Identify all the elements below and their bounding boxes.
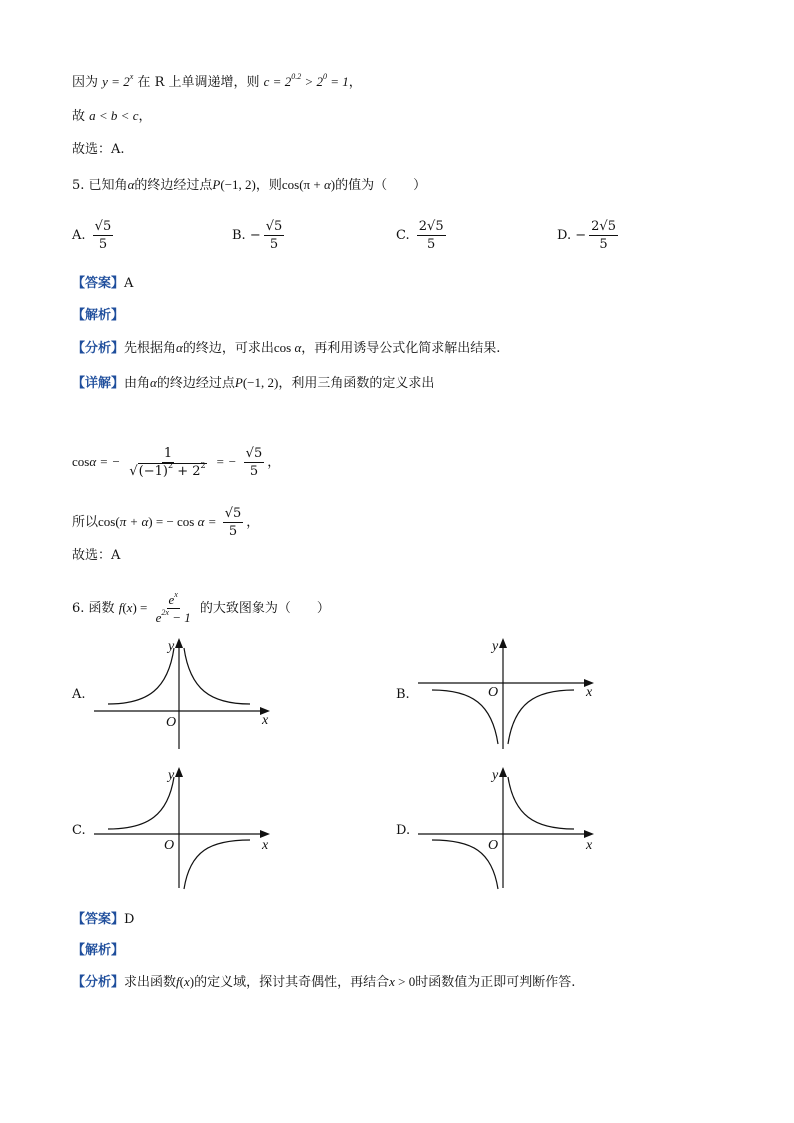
formula-abc-order: a < b < c <box>89 108 139 123</box>
fraction: $\frac{√5}{5}$ <box>245 446 263 479</box>
q6-graph-a[interactable] <box>88 634 288 754</box>
q5-choice: 故选：A <box>72 548 121 563</box>
solution-line-monotonic: 因为 $y = 2^x$ 在 R 上单调递增，则 $c = 2^{0.2} > 2^0 = 1$， <box>72 72 362 90</box>
q6-graph-b[interactable] <box>412 634 612 754</box>
svg-text:O: O <box>164 838 175 853</box>
svg-text:O: O <box>488 838 499 853</box>
formula-f-x: f(x) = <box>118 600 151 615</box>
svg-text:x: x <box>586 685 593 700</box>
formula-y-2x: $y = 2^x$ <box>102 72 134 89</box>
formula-c-compare: $c = 2^{0.2} > 2^0 = 1$ <box>263 72 349 89</box>
q5-answer: 【答案】A <box>72 276 134 291</box>
q5-analysis-heading: 【解析】 <box>72 308 125 323</box>
question-5-stem: 5. 已知角α的终边经过点P(−1, 2)，则cos(π + α)的值为（ ） <box>72 177 427 193</box>
q6-fenxi: 【分析】求出函数f(x)的定义域，探讨其奇偶性，再结合x > 0时函数值为正即可判断作答. <box>72 974 576 990</box>
q5-equation-result: 所以cos(π + α) = − cos α = $\frac{√5}{5}$ ， <box>72 506 260 539</box>
svg-text:y: y <box>492 639 499 654</box>
q5-xiangjie: 【详解】由角α的终边经过点P(−1, 2)，利用三角函数的定义求出 <box>72 375 435 391</box>
fraction: $\frac{√5}{5}$ <box>94 219 112 252</box>
svg-text:O: O <box>166 715 177 730</box>
q6-option-c-label[interactable]: C. <box>72 823 86 838</box>
fraction: $\frac{2√5}{5}$ <box>591 219 616 252</box>
q6-graph-c[interactable] <box>88 763 288 893</box>
point-P: P(−1, 2) <box>212 177 256 192</box>
q6-option-d-label[interactable]: D. <box>396 823 411 838</box>
fraction: $\frac{e^x}{e^{2x} - 1}$ <box>155 590 191 625</box>
svg-text:y: y <box>168 768 175 783</box>
svg-text:x: x <box>262 838 269 853</box>
q6-option-a-label[interactable]: A. <box>72 687 86 702</box>
question-6-stem: 6. 函数 f(x) = $\frac{e^x}{e^{2x} - 1}$ 的大致图象为（ ） <box>72 590 330 625</box>
q5-option-a[interactable]: A. $\frac{√5}{5}$ <box>72 219 112 252</box>
q5-option-c[interactable]: C. $\frac{2√5}{5}$ <box>396 219 444 252</box>
svg-text:x: x <box>586 838 593 853</box>
q6-answer: 【答案】D <box>72 912 135 927</box>
fraction: $\frac{2√5}{5}$ <box>418 219 444 252</box>
solution-choice: 故选：A. <box>72 142 125 157</box>
svg-text:O: O <box>488 685 499 700</box>
fraction: $\frac{√5}{5}$ <box>265 219 283 252</box>
solution-line-order: 故 a < b < c， <box>72 108 152 124</box>
q5-option-b[interactable]: B. − $\frac{√5}{5}$ <box>232 219 283 252</box>
q6-graph-d[interactable] <box>412 763 612 893</box>
q6-option-b-label[interactable]: B. <box>396 687 410 702</box>
svg-text:x: x <box>262 713 269 728</box>
q5-option-d[interactable]: D. − $\frac{2√5}{5}$ <box>557 219 616 252</box>
fraction: $\frac{√5}{5}$ <box>224 506 242 539</box>
formula-cos-pi-alpha: cos(π + α) <box>281 177 336 192</box>
q5-equation-cos: cosα = − $\frac{1}{√(-1)^2 + 2^2}$ = − $\frac{√5}{5}$ ， <box>72 446 281 479</box>
svg-text:y: y <box>168 639 175 654</box>
q5-fenxi: 【分析】先根据角α的终边，可求出cos α，再利用诱导公式化简求解出结果. <box>72 340 501 356</box>
svg-text:y: y <box>492 768 499 783</box>
fraction: $\frac{1}{√(-1)^2 + 2^2}$ <box>129 446 206 479</box>
q6-analysis-heading: 【解析】 <box>72 943 125 958</box>
